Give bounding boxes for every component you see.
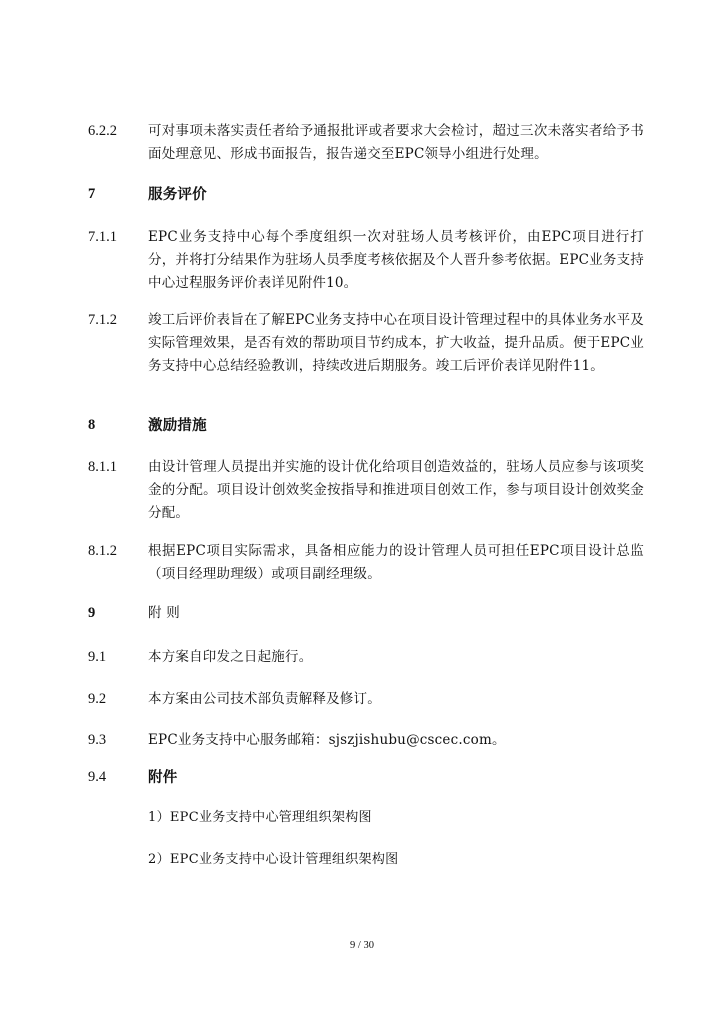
clause-number: 7.1.2 (88, 312, 117, 328)
clause-number: 8.1.1 (88, 459, 117, 475)
clause-7-1-1 (88, 226, 644, 295)
clause-number: 9.1 (88, 649, 107, 665)
section-number: 9 (88, 605, 96, 621)
clause-text: 竣工后评价表旨在了解EPC业务支持中心在项目设计管理过程中的具体业务水平及实际管理效果，是否有效的帮助项目节约成本，扩大收益，提升品质。便于EPC业务支持中心总结经验教训，持续改进后期服务。竣工后评价表详见附件11。 (148, 312, 644, 374)
clause-number: 9.3 (88, 732, 107, 748)
clause-title: 附件 (148, 769, 178, 786)
clause-text: 根据EPC项目实际需求，具备相应能力的设计管理人员可担任EPC项目设计总监（项目经理助理级）或项目副经理级。 (148, 543, 644, 582)
clause-number: 8.1.2 (88, 543, 117, 559)
section-title: 服务评价 (148, 186, 207, 203)
clause-text: 本方案由公司技术部负责解释及修订。 (148, 691, 381, 707)
section-number: 7 (88, 186, 96, 202)
clause-8-1-1 (88, 456, 644, 525)
clause-text: 本方案自印发之日起施行。 (148, 649, 313, 665)
clause-text: 可对事项未落实责任者给予通报批评或者要求大会检讨，超过三次未落实者给予书面处理意见、形成书面报告，报告递交至EPC领导小组进行处理。 (148, 123, 644, 162)
section-title: 激励措施 (148, 417, 207, 434)
clause-9-1 (88, 646, 644, 669)
clause-8-1-2 (88, 540, 644, 586)
clause-number: 9.4 (88, 769, 107, 785)
page-number: 9 / 30 (350, 940, 374, 951)
clause-9-3 (88, 729, 644, 752)
section-9-heading (88, 602, 644, 625)
clause-9-2 (88, 688, 644, 711)
clause-text: EPC业务支持中心服务邮箱：sjszjishubu@cscec.com。 (148, 732, 506, 748)
clause-9-4 (88, 766, 644, 789)
attachment-item: 1）EPC业务支持中心管理组织架构图 (148, 810, 372, 825)
clause-7-1-2 (88, 309, 644, 378)
clause-text: EPC业务支持中心每个季度组织一次对驻场人员考核评价，由EPC项目进行打分，并将打分结果作为驻场人员季度考核依据及个人晋升参考依据。EPC业务支持中心过程服务评价表详见附件10。 (148, 229, 644, 291)
clause-number: 9.2 (88, 691, 107, 707)
section-7-heading (88, 183, 644, 206)
clause-number: 6.2.2 (88, 123, 117, 139)
section-8-heading (88, 414, 644, 437)
section-title: 附 则 (148, 605, 180, 621)
clause-6-2-2 (88, 120, 644, 166)
attachment-item: 2）EPC业务支持中心设计管理组织架构图 (148, 852, 399, 867)
clause-number: 7.1.1 (88, 229, 117, 245)
clause-text: 由设计管理人员提出并实施的设计优化给项目创造效益的，驻场人员应参与该项奖金的分配。项目设计创效奖金按指导和推进项目创效工作，参与项目设计创效奖金分配。 (148, 459, 644, 521)
section-number: 8 (88, 417, 96, 433)
